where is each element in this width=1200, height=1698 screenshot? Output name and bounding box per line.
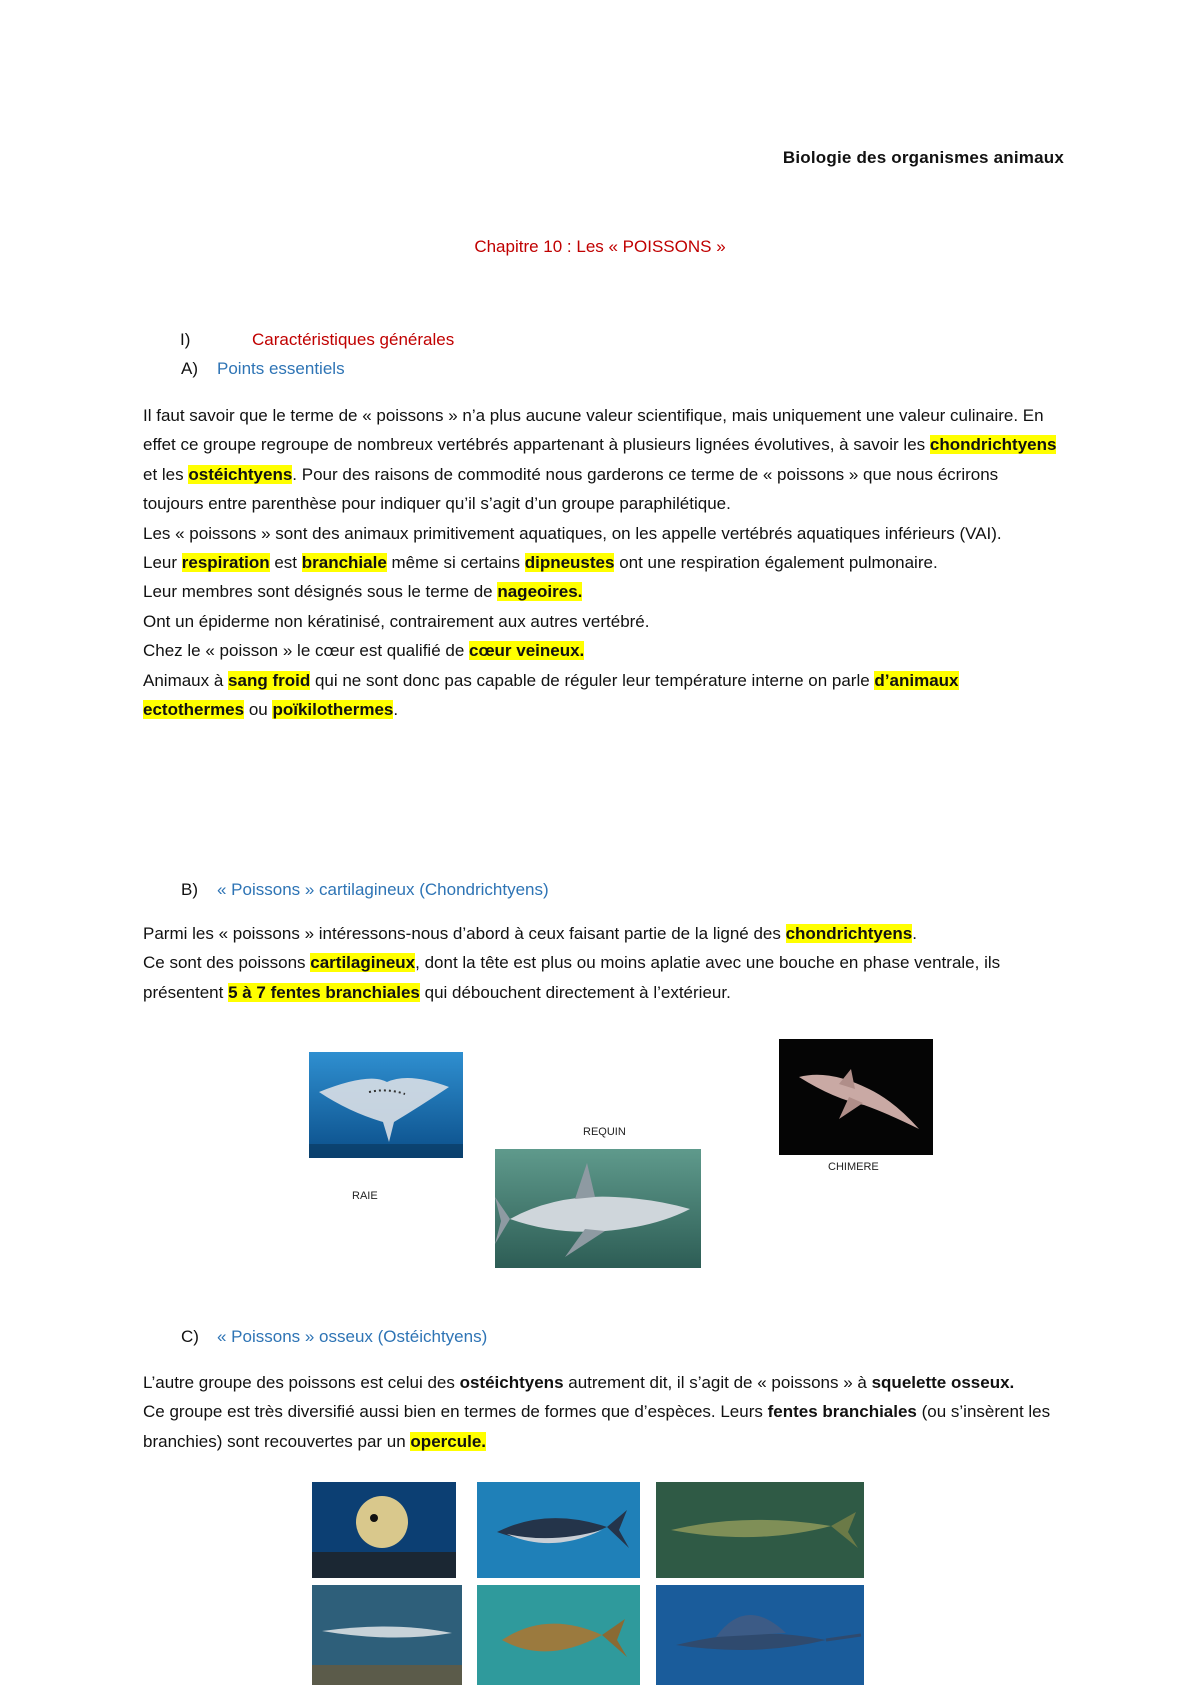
paragraph-line xyxy=(143,577,1063,606)
highlighted-term: dipneustes xyxy=(524,553,615,573)
section-b-heading xyxy=(181,880,549,900)
text-run: , dont la tête est plus ou moins aplatie avec une bouche en phase ventrale, ils présentent xyxy=(143,953,1001,1002)
shark-caption: REQUIN xyxy=(583,1126,626,1138)
section-number: C) xyxy=(181,1327,199,1346)
text-run: qui ne sont donc pas capable de réguler leur température interne on parle xyxy=(310,670,875,690)
text-run: L’autre groupe des poissons est celui des xyxy=(143,1373,460,1392)
highlighted-term: opercule. xyxy=(410,1431,487,1451)
bold-term: squelette osseux. xyxy=(871,1373,1015,1392)
section-a-heading xyxy=(181,359,345,379)
paragraph-line xyxy=(143,519,1063,548)
text-run: et les xyxy=(143,464,189,484)
paragraph-line xyxy=(143,401,1063,519)
section-1-heading xyxy=(180,330,454,350)
chimera-caption: CHIMERE xyxy=(828,1161,879,1173)
chapter-title: Chapitre 10 : Les « POISSONS » xyxy=(474,237,726,256)
text-run: . xyxy=(393,700,399,720)
tuna-image xyxy=(477,1482,640,1578)
paragraph-c xyxy=(143,1368,1063,1456)
highlighted-term: cœur veineux. xyxy=(469,641,585,661)
text-run: . Pour des raisons de commodité nous garderons ce terme de « poissons » que nous écrirons toujours entre parenthèse pour indiquer qu’il s’agit d’un groupe paraphilétique. xyxy=(143,464,999,514)
text-run: Ce groupe est très diversifié aussi bien en termes de formes que d’espèces. Leurs xyxy=(143,1402,768,1422)
pike-image xyxy=(656,1482,864,1578)
section-title: Points essentiels xyxy=(217,359,345,378)
section-number: A) xyxy=(181,359,198,378)
text-run: Ont un épiderme non kératinisé, contrairement aux autres vertébré. xyxy=(143,611,650,631)
eel-image xyxy=(312,1585,462,1685)
highlighted-term: cartilagineux xyxy=(310,953,416,973)
text-run: ont une respiration également pulmonaire. xyxy=(614,553,938,573)
paragraph-line xyxy=(143,666,1063,725)
text-run: Ce sont des poissons xyxy=(143,953,311,973)
highlighted-term: d’animaux ectothermes xyxy=(143,670,959,720)
text-run: Leur xyxy=(143,553,182,573)
highlighted-term: ostéichtyens xyxy=(188,464,293,484)
paragraph-line xyxy=(143,919,1063,948)
sailfish-image xyxy=(656,1585,864,1685)
document-header: Biologie des organismes animaux xyxy=(782,148,1064,167)
chimera-image xyxy=(779,1039,933,1155)
text-run: Chez le « poisson » le cœur est qualifié de xyxy=(143,641,470,661)
section-title: « Poissons » osseux (Ostéichtyens) xyxy=(217,1327,488,1346)
text-run: . xyxy=(912,924,917,943)
paragraph-line xyxy=(143,1368,1063,1397)
text-run: ou xyxy=(244,700,273,720)
text-run: autrement dit, il s’agit de « poissons » à xyxy=(563,1373,872,1392)
highlighted-term: sang froid xyxy=(228,670,311,690)
bold-term: ostéichtyens xyxy=(459,1373,564,1392)
shark-image xyxy=(495,1149,701,1268)
text-run: Leur membres sont désignés sous le terme de xyxy=(143,582,498,602)
pufferfish-image xyxy=(312,1482,456,1578)
section-title: « Poissons » cartilagineux (Chondrichtyens) xyxy=(217,880,549,899)
text-run: même si certains xyxy=(386,553,525,573)
paragraph-line xyxy=(143,548,1063,577)
paragraph-line xyxy=(143,607,1063,636)
section-number: B) xyxy=(181,880,198,899)
highlighted-term: poïkilothermes xyxy=(272,700,394,720)
paragraph-line xyxy=(143,948,1063,1007)
text-run: Il faut savoir que le terme de « poissons » n’a plus aucune valeur scientifique, mais uniquement une valeur culinaire. En effet ce groupe regroupe de nombreux vertébrés appartenant à plusieurs lignées évolutives, à savoir les xyxy=(143,406,1044,455)
text-run: qui débouchent directement à l’extérieur. xyxy=(419,982,731,1002)
paragraph-a xyxy=(143,401,1063,724)
text-run: (ou s’insèrent les branchies) sont recouvertes par un xyxy=(143,1402,1051,1451)
section-title: Caractéristiques générales xyxy=(252,330,455,349)
text-run: Parmi les « poissons » intéressons-nous d’abord à ceux faisant partie de la ligné des xyxy=(143,924,786,943)
ray-image xyxy=(309,1052,463,1158)
highlighted-term: respiration xyxy=(181,553,270,573)
highlighted-term: 5 à 7 fentes branchiales xyxy=(228,982,420,1002)
paragraph-b xyxy=(143,919,1063,1007)
text-run: Les « poissons » sont des animaux primitivement aquatiques, on les appelle vertébrés aquatiques inférieurs (VAI). xyxy=(143,523,1002,543)
section-number: I) xyxy=(180,330,191,349)
text-run: Animaux à xyxy=(143,670,229,690)
bold-term: fentes branchiales xyxy=(767,1402,917,1422)
text-run: est xyxy=(269,553,302,573)
ray-caption: RAIE xyxy=(352,1190,378,1202)
section-c-heading xyxy=(181,1327,487,1347)
paragraph-line xyxy=(143,1397,1063,1456)
paragraph-line xyxy=(143,636,1063,665)
highlighted-term: chondrichtyens xyxy=(785,924,913,943)
carp-image xyxy=(477,1585,640,1685)
highlighted-term: nageoires. xyxy=(497,582,583,602)
highlighted-term: branchiale xyxy=(301,553,387,573)
highlighted-term: chondrichtyens xyxy=(929,435,1057,455)
